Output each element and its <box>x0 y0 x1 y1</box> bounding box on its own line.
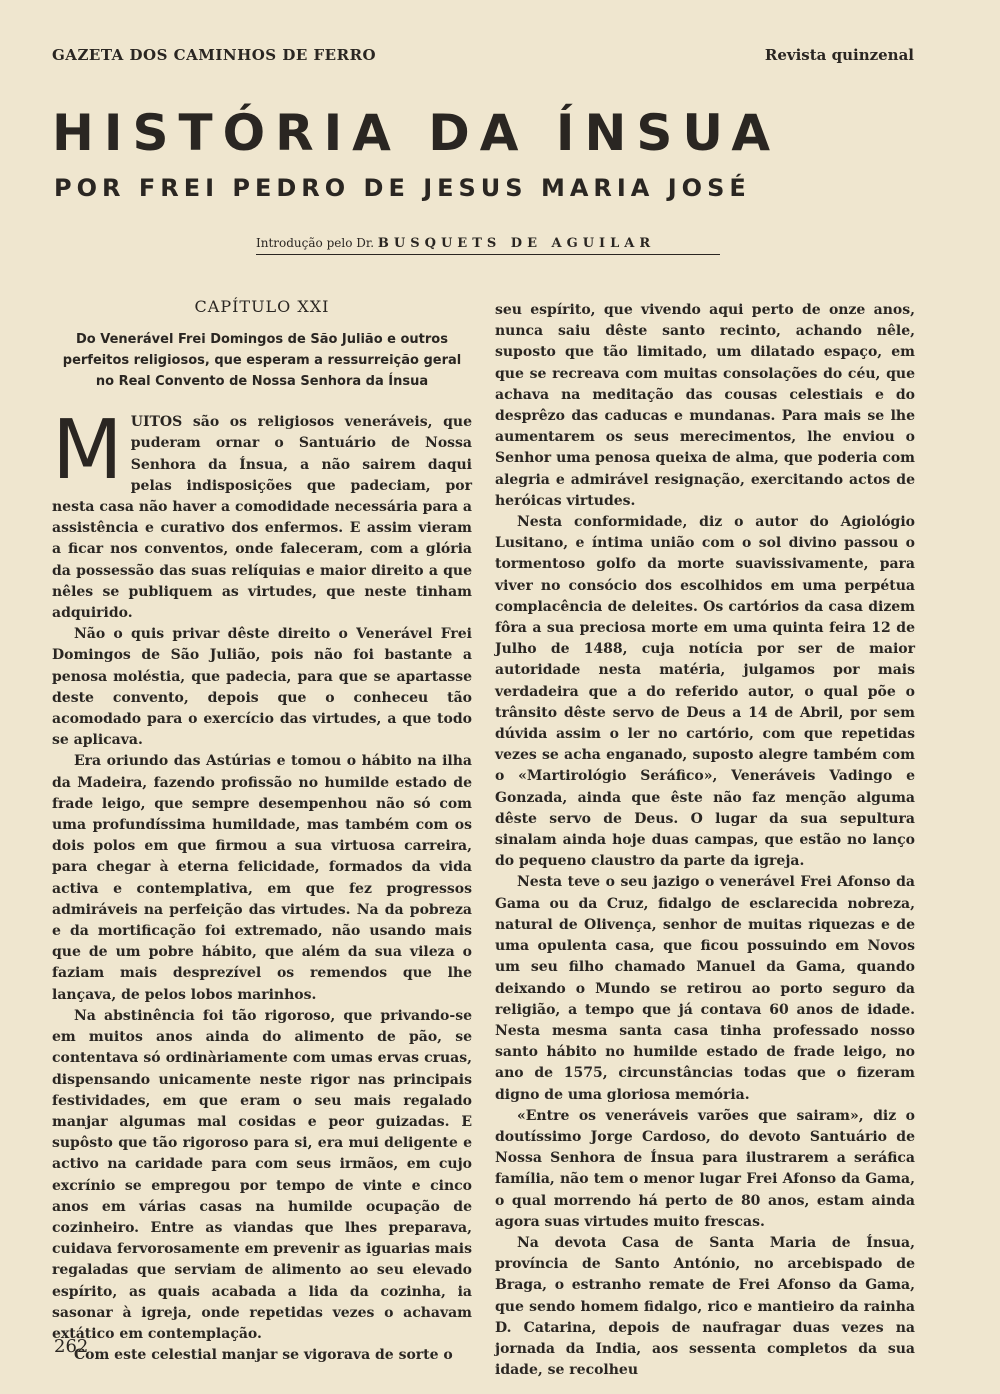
paragraph: Era oriundo das Astúrias e tomou o hábito na ilha da Madeira, fazendo profissão no humilde estado de frade leigo, que sempre desempenhou não só com uma profundíssima humildade, mas também com os dois polos em que firmou a sua virtuosa carreira, para chegar à eterna felicidade, formados da vida activa e contemplativa, em que fez progressos admiráveis na perfeição das virtudes. Na da pobreza e da mortificação foi extremado, não usando mais que de um pobre hábito, que além da sua vileza o faziam mais desprezível os remendos que lhe lançava, de pelos lobos marinhos. <box>52 753 472 1003</box>
paragraph: Nesta teve o seu jazigo o venerável Frei Afonso da Gama ou da Cruz, fidalgo de esclarecida nobreza, natural de Olivença, senhor de muitas riquezas e de uma opulenta casa, que ficou possuindo em Novos um seu filho chamado Manuel da Gama, quando deixando o Mundo se retirou ao porto seguro da religião, a tempo que já contava 60 anos de idade. Nesta mesma santa casa tinha professado nosso santo hábito no humilde estado de frade leigo, no ano de 1575, circunstâncias todas que o fizeram digno de uma gloriosa memória. <box>495 874 915 1103</box>
paragraph: «Entre os veneráveis varões que sairam», diz o doutíssimo Jorge Cardoso, do devoto Santuário de Nossa Senhora de Ínsua para ilustrarem a seráfica família, não tem o menor lugar Frei Afonso da Gama, o qual morrendo há perto de 80 anos, estam ainda agora suas virtudes muito frescas. <box>495 1107 915 1230</box>
chapter-number: CAPÍTULO XXI <box>194 297 330 316</box>
right-column <box>495 300 915 1381</box>
intro-line <box>256 236 720 255</box>
drop-cap: M <box>52 403 123 499</box>
left-column <box>52 296 472 1366</box>
paragraph: Nesta conformidade, diz o autor do Agiológio Lusitano, e íntima união com o sol divino passou o tormentoso golfo da morte suavissivamente, para viver no consócio dos escolhidos em uma perpétua complacência de deleites. Os cartórios da casa dizem fôra a sua preciosa morte em uma quinta feira 12 de Julho de 1488, cuja notícia por ser de maior autoridade nesta matéria, julgamos por mais verdadeira que a do referido autor, o qual põe o trânsito dêste servo de Deus a 14 de Abril, por sem dúvida assim o ler no cartório, com que repetidas vezes se acha enganado, suposto alegre também com o «Martirológio Seráfico», Veneráveis Vadingo e Gonzada, ainda que êste não faz menção alguma dêste servo de Deus. O lugar da sua sepultura sinalam ainda hoje duas campas, que estão no lanço do pequeno claustro da parte da igreja. <box>495 514 915 870</box>
page-number: 262 <box>54 1336 89 1357</box>
article-subtitle: POR FREI PEDRO DE JESUS MARIA JOSÉ <box>54 174 751 202</box>
intro-author: BUSQUETS DE AGUILAR <box>377 236 656 251</box>
paragraph: Não o quis privar dêste direito o Venerável Frei Domingos de São Julião, pois não foi bastante a penosa moléstia, que padecia, para que se apartasse deste convento, depois que o conheceu tão acomodado para o exercício das virtudes, a que todo se aplicava. <box>52 626 472 749</box>
paragraph: seu espírito, que vivendo aqui perto de onze anos, nunca saiu dêste santo recinto, achando nêle, suposto que tão limitado, um dilatado espaço, em que se recreava com muitas consolações do céu, que achava na meditação das cousas celestiais e do desprêzo das caducas e mundanas. Para mais se lhe aumentarem os seus merecimentos, lhe enviou o Senhor uma penosa queixa de alma, que poderia com alegria e admirável resignação, exercitando actos de heróicas virtudes. <box>495 302 915 509</box>
intro-label: Introdução pelo Dr. <box>256 236 375 250</box>
publication-name: GAZETA DOS CAMINHOS DE FERRO <box>52 46 377 64</box>
paragraph: Na abstinência foi tão rigoroso, que privando-se em muitos anos ainda do alimento de pão, se contentava só ordinàriamente com umas ervas cruas, dispensando unicamente neste rigor nas principais festividades, em que eram o seu mais regalado manjar algumas mal cosidas e peor guizadas. E supôsto que tão rigoroso para si, era mui deligente e activo na caridade para com seus irmãos, em cujo excrínio se empregou por tempo de vinte e cinco anos em várias casas na humilde ocupação de cozinheiro. Entre as viandas que lhes preparava, cuidava fervorosamente em prevenir as iguarias mais regaladas que serviam de alimento ao seu elevado espírito, as quais acabada a lida da cozinha, ia sasonar à igreja, onde repetidas vezes o achavam extático em contemplação. <box>52 1007 472 1342</box>
paragraph <box>52 403 472 624</box>
publication-frequency: Revista quinzenal <box>764 46 914 64</box>
chapter-heading: Do Venerável Frei Domingos de São Julião e outros perfeitos religiosos, que esperam a ressurreição geral no Real Convento de Nossa Senhora da Ínsua <box>62 332 462 390</box>
paragraph-text: UITOS são os religiosos veneráveis, que puderam ornar o Santuário de Nossa Senhora da Ínsua, a não sairem daqui pelas indisposições que padeciam, por nesta casa não haver a comodidade necessária para a assistência e curativo dos enfermos. E assim vieram a ficar nos conventos, onde faleceram, com a glória da possessão das suas relíquias e maior direito a que nêles se publiquem as virtudes, que neste tinham adquirido. <box>52 414 472 622</box>
paragraph: Na devota Casa de Santa Maria de Ínsua, província de Santo António, no arcebispado de Braga, o estranho remate de Frei Afonso da Gama, que sendo homem fidalgo, rico e mantieiro da rainha D. Catarina, depois de naufragar duas vezes na jornada da India, aos sessenta completos da sua idade, se recolheu <box>495 1234 915 1379</box>
article-title: HISTÓRIA DA ÍNSUA <box>52 104 781 162</box>
paragraph: Com este celestial manjar se vigorava de sorte o <box>74 1347 453 1364</box>
